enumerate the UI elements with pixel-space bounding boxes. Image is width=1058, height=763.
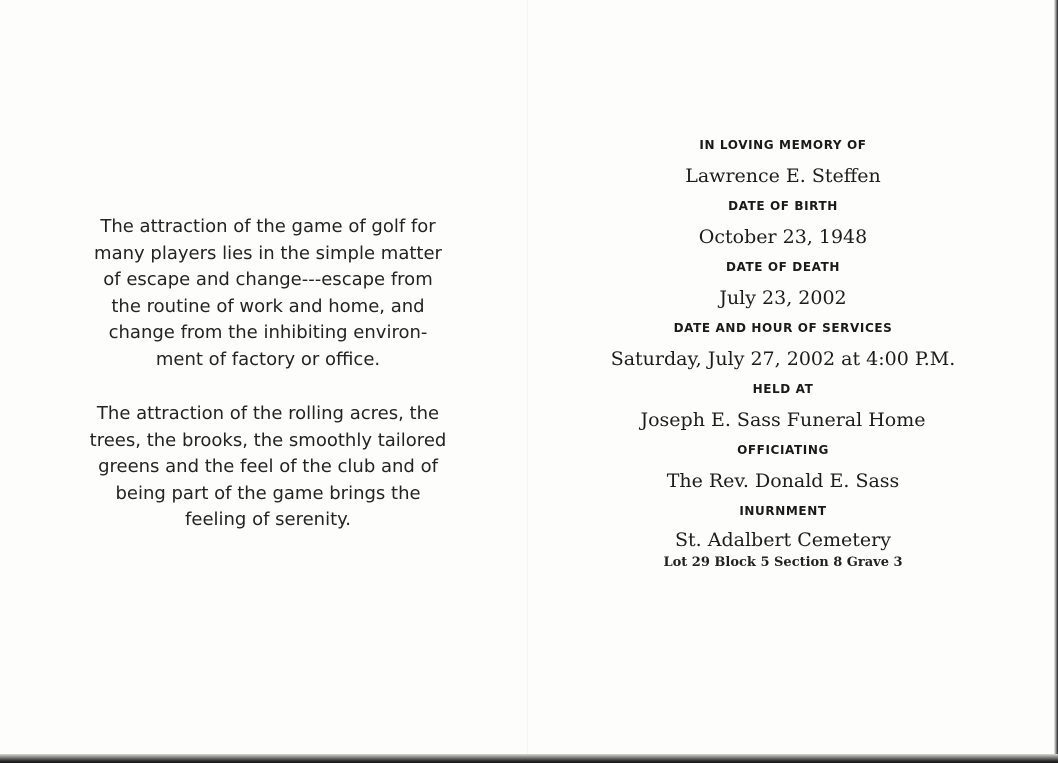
verse-line: of escape and change---escape from: [103, 269, 433, 290]
death-date: July 23, 2002: [719, 286, 847, 309]
birth-date: October 23, 1948: [698, 225, 868, 248]
verse-line: change from the inhibiting environ-: [108, 322, 428, 343]
officiating-label: OFFICIATING: [737, 443, 829, 457]
golf-verse-paragraph-2: [48, 401, 488, 534]
deceased-name: Lawrence E. Steffen: [685, 164, 881, 187]
funeral-home: Joseph E. Sass Funeral Home: [640, 408, 926, 431]
verse-line: many players lies in the simple matter: [94, 242, 442, 264]
death-date-label: DATE OF DEATH: [726, 260, 840, 274]
verse-line: greens and the feel of the club and of: [98, 456, 438, 477]
card-fold: [527, 0, 528, 755]
verse-line: the routine of work and home, and: [111, 295, 425, 317]
verse-line: ment of factory or office.: [155, 348, 381, 370]
inurnment-label: INURNMENT: [739, 504, 827, 518]
burial-plot: Lot 29 Block 5 Section 8 Grave 3: [663, 555, 903, 570]
verse-line: being part of the game brings the: [115, 482, 421, 504]
verse-line: trees, the brooks, the smoothly tailored: [89, 429, 447, 451]
golf-verse-paragraph-1: [48, 214, 488, 373]
memorial-details: [585, 130, 981, 572]
cemetery: St. Adalbert Cemetery: [675, 529, 891, 551]
services-label: DATE AND HOUR OF SERVICES: [673, 321, 893, 335]
verse-line: The attraction of the rolling acres, the: [96, 403, 440, 424]
verse-line: feeling of serenity.: [185, 509, 351, 530]
held-at-label: HELD AT: [752, 382, 814, 396]
officiant: The Rev. Donald E. Sass: [666, 469, 900, 492]
scan-bottom-edge: [0, 754, 1058, 763]
birth-date-label: DATE OF BIRTH: [728, 199, 838, 213]
verse-line: The attraction of the game of golf for: [100, 216, 436, 237]
scan-right-edge: [1054, 0, 1058, 763]
services-datetime: Saturday, July 27, 2002 at 4:00 P.M.: [610, 347, 956, 370]
memorial-heading: IN LOVING MEMORY OF: [699, 138, 867, 152]
